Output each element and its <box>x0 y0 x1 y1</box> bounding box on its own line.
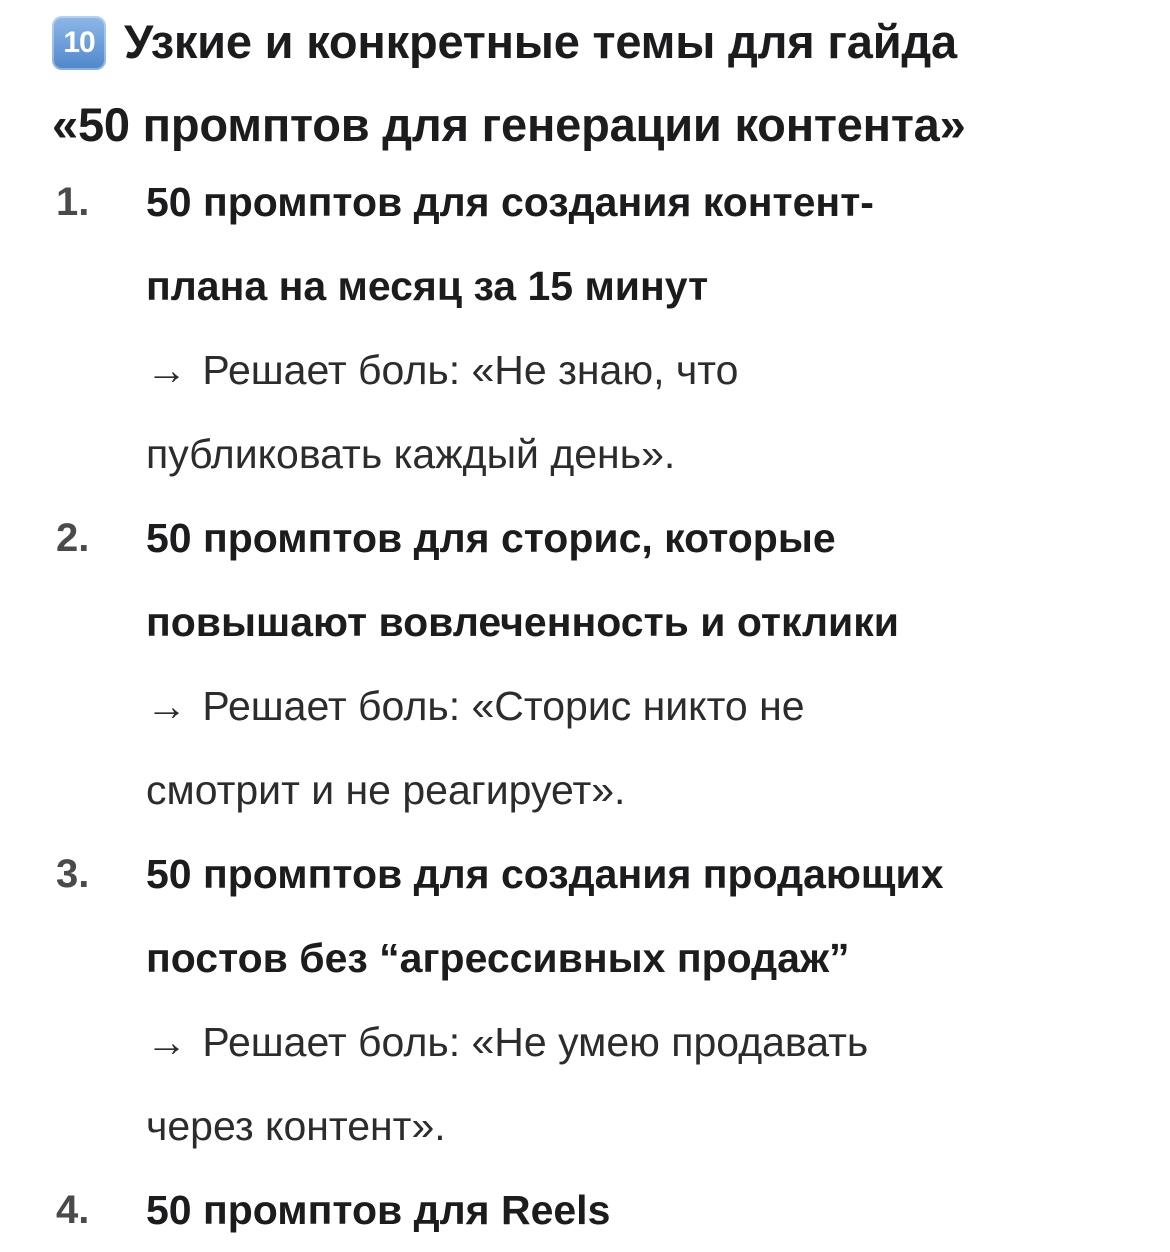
arrow-right-icon: → <box>146 1019 187 1065</box>
item-title-line-2: повышают вовлеченность и отклики <box>146 599 899 645</box>
item-number: 2. <box>56 516 90 560</box>
arrow-right-icon: → <box>146 683 187 729</box>
item-number: 1. <box>56 180 90 224</box>
list-item <box>0 496 1106 832</box>
item-title-line-1: 50 промптов для создания продающих <box>146 851 944 897</box>
item-title-line-2: плана на месяц за 15 минут <box>146 263 709 309</box>
item-description-line-2: через контент». <box>146 1103 446 1149</box>
item-description-line-1 <box>146 328 1106 412</box>
item-number: 4. <box>56 1188 90 1232</box>
item-description-line-1 <box>146 1000 1106 1084</box>
item-description-line-1 <box>146 664 1106 748</box>
keycap-ten-icon: 10 <box>52 16 106 70</box>
item-title-line-1: 50 промптов для Reels <box>146 1187 611 1233</box>
item-number: 3. <box>56 852 90 896</box>
item-title-line-1: 50 промптов для создания контент- <box>146 179 874 225</box>
item-title-line-1: 50 промптов для сторис, которые <box>146 515 836 561</box>
item-title-line-2: постов без “агрессивных продаж” <box>146 935 850 981</box>
list-item <box>0 832 1106 1168</box>
topics-list <box>0 160 1170 1252</box>
heading-text-1: Узкие и конкретные темы для гайда <box>124 15 957 68</box>
item-description-line-2: смотрит и не реагирует». <box>146 767 626 813</box>
arrow-right-icon: → <box>146 347 187 393</box>
list-item <box>0 160 1106 496</box>
item-description-text: Решает боль: «Не умею продавать <box>202 1019 869 1065</box>
guide-heading <box>52 0 1152 166</box>
item-description-text: Решает боль: «Не знаю, что <box>202 347 739 393</box>
item-description-line-2: публиковать каждый день». <box>146 431 676 477</box>
heading-line-1 <box>52 0 1152 83</box>
heading-line-2: «50 промптов для генерации контента» <box>52 98 966 151</box>
item-description-text: Решает боль: «Сторис никто не <box>202 683 805 729</box>
list-item <box>0 1168 1106 1252</box>
